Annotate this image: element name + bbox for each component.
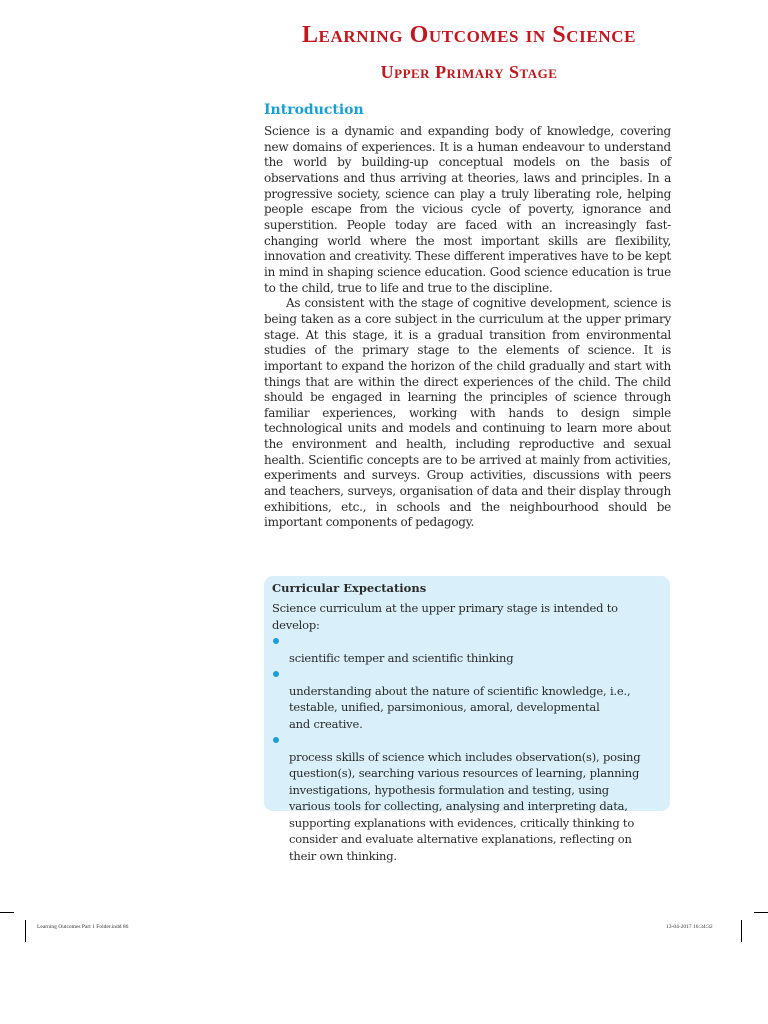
introduction-body [264,124,671,531]
body-paragraph: As consistent with the stage of cognitive development, science is being taken as a core subject in the curriculum at the upper primary stage. At this stage, it is a gradual transition from environmental studies of the primary stage to the elements of science. It is important to expand the horizon of the child gradually and start with things that are within the direct experiences of the child. The child should be engaged in learning the principles of science through familiar experiences, working with hands to design simple technological units and models and continuing to learn more about the environment and health, including reproductive and sexual health. Scientific concepts are to be arrived at mainly from activities, experiments and surveys. Group activities, discussions with peers and teachers, surveys, organisation of data and their display through exhibitions, etc., in schools and the neighbourhood should be important components of pedagogy. [264,296,671,530]
page-subtitle: Upper Primary Stage [380,62,558,82]
crop-mark-left-vertical [25,920,26,942]
page-title: Learning Outcomes in Science [301,22,637,48]
bullet-icon [273,737,279,743]
box-intro: Science curriculum at the upper primary stage is intended to develop: [272,601,618,632]
list-item-text: process skills of science which includes observation(s), posing question(s), searching various resources of learning, planning investigations, hypothesis formulation and testing, using various tools for collecting, analysing and interpreting data, supporting explanations with evidences, critically thinking to consider and evaluate alternative explanations, reflecting on their own thinking. [289,749,641,863]
box-title: Curricular Expectations [272,581,427,595]
list-item-text: scientific temper and scientific thinking [289,650,514,665]
expectations-list [272,633,662,864]
crop-mark-left-horizontal [0,912,14,913]
list-item [272,633,662,666]
list-item [272,732,662,864]
curricular-expectations-box [264,576,670,863]
list-item [272,666,662,732]
footer-file-info: Learning Outcomes Part 1 Folder.indd 86 [37,924,129,930]
crop-mark-right-vertical [741,920,742,942]
body-paragraph: Science is a dynamic and expanding body of knowledge, covering new domains of experiences. It is a human endeavour to understand the world by building-up conceptual models on the basis of observations and thus arriving at theories, laws and principles. In a progressive society, science can play a truly liberating role, helping people escape from the vicious cycle of poverty, ignorance and superstition. People today are faced with an increasingly fast-changing world where the most important skills are flexibility, innovation and creativity. These different imperatives have to be kept in mind in shaping science education. Good science education is true to the child, true to life and true to the discipline. [264,124,671,295]
bullet-icon [273,671,279,677]
section-heading-introduction: Introduction [264,102,364,118]
list-item-text: understanding about the nature of scientific knowledge, i.e., testable, unified, parsimonious, amoral, developmental and creative. [289,683,631,731]
bullet-icon [273,638,279,644]
footer-timestamp: 13-04-2017 16:34:32 [666,924,713,930]
crop-mark-right-horizontal [754,912,768,913]
